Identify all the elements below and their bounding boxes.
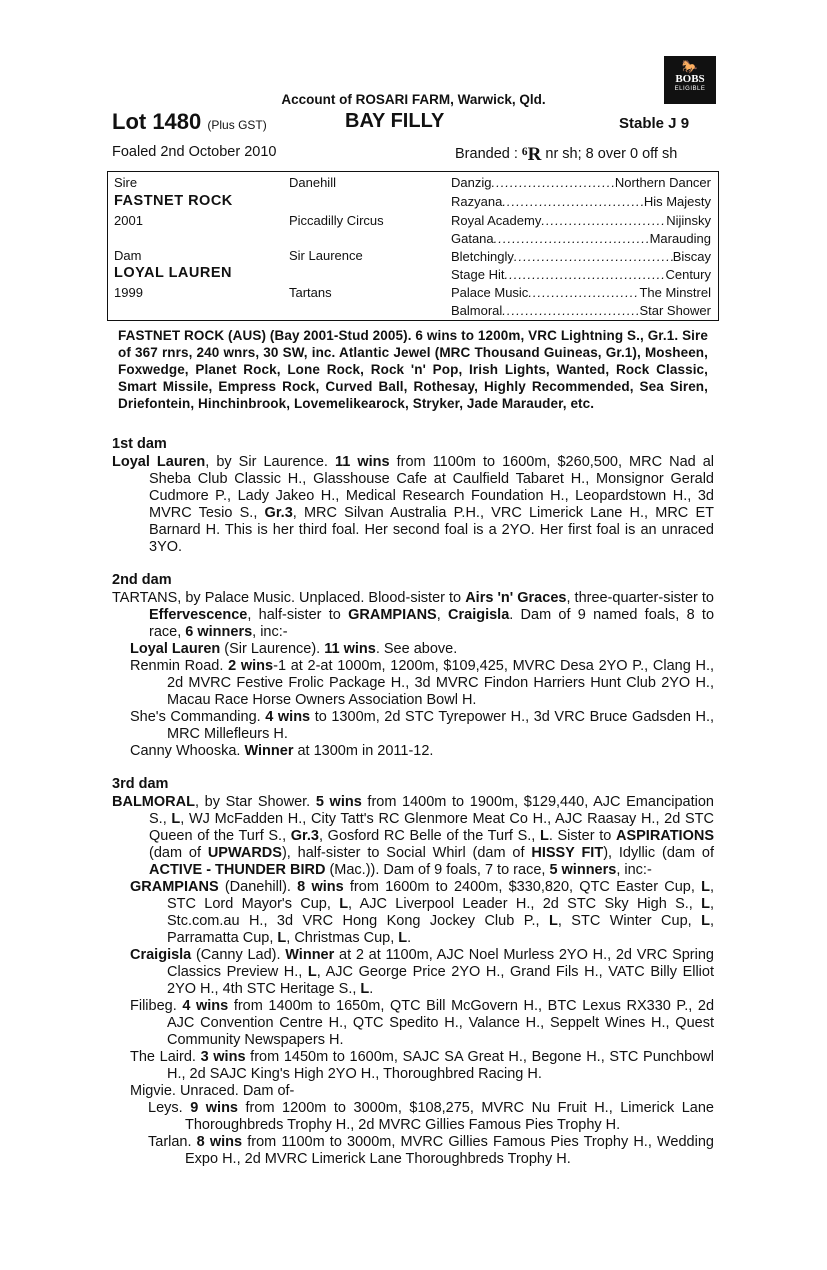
dam-label: Dam [114,248,142,263]
list-item: Migvie. Unraced. Dam of- [130,1083,295,1099]
list-item: Renmin Road. 2 wins-1 at 2-at 1000m, 1200m, $109,425, MVRC Desa 2YO P., Clang H., 2d MVRC Festive Frolic Package H., 3d MVRC Findon Harriers Hunt Club 2YO H., Macau Race Horse Owners Association Bowl H. [130,658,714,708]
list-item: She's Commanding. 4 wins to 1300m, 2d STC Tyrepower H., 3d VRC Bruce Gadsden H., MRC Millefleurs H. [130,709,715,742]
plus-gst: (Plus GST) [207,118,267,132]
list-item: Filibeg. 4 wins from 1400m to 1650m, QTC Bill McGovern H., BTC Lexus RX330 P., 2d AJC Convention Centre H., QTC Spedito H., Valance H., Seppelt Wines H., Quest Community Newspapers H. [130,998,715,1048]
brand-mark: ⁶R [521,144,542,165]
horse-icon: 🐎 [681,59,699,74]
dam-name: LOYAL LAUREN [114,265,232,281]
section-heading: 2nd dam [112,572,172,588]
foaled-date: Foaled 2nd October 2010 [112,144,277,160]
pedigree-g3: Palace Music ..... The Minstrel [451,285,711,300]
sire-label: Sire [114,175,138,190]
pedigree-g3: Gatana ..... Marauding [451,231,711,246]
list-item: Loyal Lauren (Sir Laurence). 11 wins. See above. [130,641,458,657]
bobs-logo [664,56,716,104]
first-dam-text: Loyal Lauren, by Sir Laurence. 11 wins from 1100m to 1600m, $260,500, MRC Nad al Sheba Club Classic H., Glasshouse Cafe at Caulfield Tabaret H., Monsignor Gerald Cudmore P., Lady Jakeo H., Medical Research Foundation H., Leopardstown H., 3d MVRC Tesio S., Gr.3, MRC Silvan Australia P.H., VRC Limerick Lane H., MRC ET Barnard H. This is her third foal. Her second foal is a 2YO. Her first foal is an unraced 3YO. [112,454,715,555]
pedigree-g2: Sir Laurence [289,248,363,263]
pedigree-g2: Danehill [289,175,336,190]
section-heading: 1st dam [112,436,167,452]
logo-text: BOBS [675,73,705,85]
pedigree-g3: Danzig ..... Northern Dancer [451,175,711,190]
pedigree-g3: Razyana ..... His Majesty [451,194,711,209]
second-dam-text: TARTANS, by Palace Music. Unplaced. Blood-sister to Airs 'n' Graces, three-quarter-sister to Effervescence, half-sister to GRAMPIANS, Craigisla. Dam of 9 named foals, 8 to race, 6 winners, inc:- [112,590,715,640]
logo-subtext: ELIGIBLE [674,86,706,92]
sire-year: 2001 [114,213,143,228]
branded-label: Branded : [455,146,518,162]
list-item: Tarlan. 8 wins from 1100m to 3000m, MVRC Gillies Famous Pies Trophy H., Wedding Expo H., 2d MVRC Limerick Lane Thoroughbreds Trophy H. [148,1134,714,1167]
pedigree-g2: Tartans [289,285,332,300]
list-item: GRAMPIANS (Danehill). 8 wins from 1600m to 2400m, $330,820, QTC Easter Cup, L, STC Lord Mayor's Cup, L, AJC Liverpool Leader H., 2d STC Sky High S., L, Stc.com.au H., 3d VRC Hong Kong Jockey Club P., L, STC Winter Cup, L, Parramatta Cup, L, Christmas Cup, L. [130,879,714,946]
third-dam-foals [112,879,714,1168]
branded-detail: nr sh; 8 over 0 off sh [545,146,678,162]
sex-colour: BAY FILLY [345,110,445,132]
pedigree-g3: Balmoral ..... Star Shower [451,303,711,318]
lot-number [112,109,267,135]
second-dam-section [112,572,714,760]
list-item: The Laird. 3 wins from 1450m to 1600m, SAJC SA Great H., Begone H., STC Punchbowl H., 2d SAJC King's High 2YO H., Thoroughbred Racing H. [130,1049,714,1082]
lot-label: Lot 1480 [112,109,202,134]
pedigree-table [107,171,719,321]
third-dam-section [112,776,714,1168]
pedigree-g3: Stage Hit ..... Century [451,267,711,282]
pedigree-g3: Royal Academy ..... Nijinsky [451,213,711,228]
list-item: Leys. 9 wins from 1200m to 3000m, $108,275, MVRC Nu Fruit H., Limerick Lane Thoroughbreds Trophy H., 2d MVRC Gillies Famous Pies Trophy H. [148,1100,714,1133]
branded [455,144,677,166]
list-item: Craigisla (Canny Lad). Winner at 2 at 1100m, AJC Noel Murless 2YO H., 2d VRC Spring Classics Preview H., L, AJC George Price 2YO H., Grand Fils H., VATC Billy Elliot 2YO H., 4th STC Heritage S., L. [130,947,714,997]
pedigree-g2: Piccadilly Circus [289,213,384,228]
sire-summary: FASTNET ROCK (AUS) (Bay 2001-Stud 2005). 6 wins to 1200m, VRC Lightning S., Gr.1. Sire of 367 rnrs, 240 wnrs, 30 SW, inc. Atlantic Jewel (MRC Thousand Guineas, Gr.1), Mosheen, Foxwedge, Planet Rock, Lone Rock, Rock 'n' Pop, Irish Lights, Wanted, Rock Classic, Smart Missile, Empress Rock, Curved Ball, Rothesay, Highly Recommended, Sea Siren, Driefontein, Hinchinbrook, Lovemelikearock, Stryker, Jade Marauder, etc. [118,328,708,411]
section-heading: 3rd dam [112,776,169,792]
stable: Stable J 9 [619,115,690,132]
first-dam-section [112,436,714,556]
list-item: Canny Whooska. Winner at 1300m in 2011-12. [130,743,434,759]
sire-name: FASTNET ROCK [114,193,233,209]
third-dam-text: BALMORAL, by Star Shower. 5 wins from 1400m to 1900m, $129,440, AJC Emancipation S., L, WJ McFadden H., City Tatt's RC Glenmore Meat Co H., AJC Raasay H., 2d STC Queen of the Turf S., Gr.3, Gosford RC Belle of the Turf S., L. Sister to ASPIRATIONS (dam of UPWARDS), half-sister to Social Whirl (dam of HISSY FIT), Idyllic (dam of ACTIVE - THUNDER BIRD (Mac.)). Dam of 9 foals, 7 to race, 5 winners, inc:- [112,794,715,878]
dam-year: 1999 [114,285,143,300]
pedigree-g3: Bletchingly ..... Biscay [451,249,711,264]
account-line: Account of ROSARI FARM, Warwick, Qld. [281,92,546,107]
